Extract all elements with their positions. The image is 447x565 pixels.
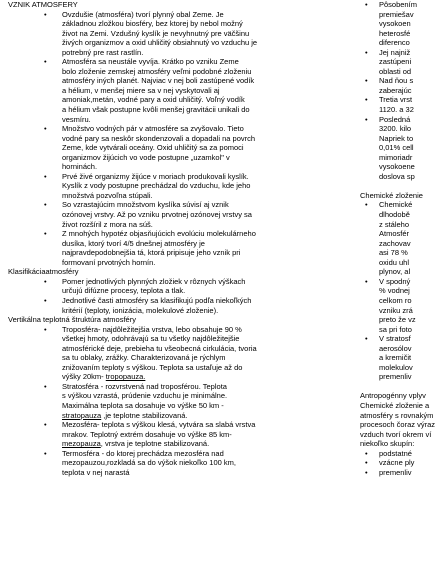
text-line: plynov, al <box>379 267 411 277</box>
bullet-icon: • <box>365 276 368 286</box>
text-line: mezopauzou,rozkladá sa do výšok niekoľko 100 km, <box>62 458 236 468</box>
text-line: preto že vz <box>379 315 416 325</box>
section-heading: Vertikálna teplotná štruktúra atmosféry <box>8 315 136 325</box>
list-item <box>8 296 303 315</box>
text-line: bolo zloženie zemskej atmosféry veľmi podobné zloženiu <box>62 66 252 76</box>
text-line: vesmíru. <box>62 114 91 124</box>
text-line: V stratosf <box>379 334 411 344</box>
text-line: % vodnej <box>379 286 410 296</box>
text-line: život na Zemi. Vzdušný kyslík je nevyhnutný pre väčšinu <box>62 28 250 38</box>
bullet-icon: • <box>44 420 47 430</box>
list-item <box>8 200 303 229</box>
bullet-icon: • <box>365 47 368 57</box>
text-line: Troposféra- najdôležitejšia vrstva, lebo obsahuje 90 % <box>62 324 242 334</box>
list-item <box>8 172 303 201</box>
text-line: vysokoene <box>379 162 415 172</box>
text-line: 1120. a 32 <box>379 105 414 115</box>
text-line: dlhodobě <box>379 210 410 220</box>
text-line: z stáleho <box>379 219 410 229</box>
text-line: vzduch tvorí okrem ví <box>360 429 432 439</box>
text-line: Atmosféra sa neustále vyvíja. Krátko po vzniku Zeme <box>62 57 239 67</box>
list-item <box>8 229 303 267</box>
bullet-icon: • <box>44 324 47 334</box>
text-line: atmosféry iných planét. Najviac v nej boli zastúpené vodík <box>62 76 255 86</box>
section-heading: Antropogénny vplyv <box>360 391 426 401</box>
list-item <box>362 0 447 48</box>
text-line: Stratosféra - rozvrstvená nad troposférou. Teplota <box>62 381 227 391</box>
list-item <box>362 277 447 334</box>
text-fragment: ,je teplotne stabilizovaná. <box>101 410 188 420</box>
underlined-term: stratopauza <box>62 410 102 420</box>
text-line: potrebný pre rast rastlín. <box>62 47 144 57</box>
text-line: procesoch čoraz výraz <box>360 420 436 430</box>
text-line: vodné pary sa neskôr skondenzovali a dopadali na povrch <box>62 133 256 143</box>
text-line: atmosféry s rovnakým <box>360 410 434 420</box>
text-line <box>62 372 303 382</box>
list-item <box>362 334 447 382</box>
text-line: 3200. kilo <box>379 124 412 134</box>
text-line: teplota v nej narastá <box>62 467 130 477</box>
spacer <box>362 181 447 191</box>
bullet-icon: • <box>365 448 368 458</box>
bullet-icon: • <box>365 95 368 105</box>
list-item <box>8 382 303 420</box>
list-item <box>8 325 303 382</box>
text-line: Množstvo vodných pár v atmosfére sa zvyšovalo. Tieto <box>62 124 244 134</box>
list-item <box>8 277 303 296</box>
text-line: a kremičit <box>379 353 412 363</box>
section-heading-wrap <box>360 391 447 401</box>
list-item <box>8 10 303 58</box>
bullet-icon: • <box>44 57 47 67</box>
bullet-icon: • <box>365 458 368 468</box>
text-line: život rozšíril z mora na súš. <box>62 219 153 229</box>
text-line: Jej najniž <box>379 47 411 57</box>
text-line: celkom ro <box>379 295 412 305</box>
text-line: oxidu uhl <box>379 257 410 267</box>
text-line: Prvé živé organizmy žijúce v moriach produkovali kyslík. <box>62 171 249 181</box>
text-line: Jednotlivé časti atmosféry sa klasifikujú podľa niekoľkých <box>62 295 252 305</box>
text-line: premiešav <box>379 9 414 19</box>
text-line: heterosfé <box>379 28 411 38</box>
text-line: a hélium však postupne kvôli menšej gravitácii unikali do <box>62 105 250 115</box>
text-line: vysokoen <box>379 19 411 29</box>
text-line: premenliv <box>379 467 412 477</box>
list-item <box>362 48 447 77</box>
bullet-icon: • <box>365 467 368 477</box>
underlined-term: tropopauza. <box>105 372 146 382</box>
text-line: V spodný <box>379 276 411 286</box>
text-line: Pôsobením <box>379 0 417 9</box>
text-line: množstvá pozvoľna stúpali. <box>62 190 153 200</box>
text-line: oblasti od <box>379 66 412 76</box>
text-line: mimoriadr <box>379 152 413 162</box>
text-line: asi 78 % <box>379 248 408 258</box>
list-item <box>362 95 447 114</box>
text-line: horninách. <box>62 162 98 172</box>
text-line <box>62 439 303 449</box>
bullet-icon: • <box>44 171 47 181</box>
section-heading: VZNIK ATMOSFERY <box>8 0 78 9</box>
text-line <box>62 411 303 421</box>
text-line: zaberajúc <box>379 85 412 95</box>
text-line: všetkej hmoty, odohrávajú sa tu všetky najdôležitejšie <box>62 334 240 344</box>
bullet-icon: • <box>365 114 368 124</box>
text-line: a hélium, v menšej miere sa v nej vyskytovali aj <box>62 85 220 95</box>
list-item <box>362 449 447 459</box>
text-line: podstatné <box>379 448 412 458</box>
section-heading-wrap <box>360 191 447 201</box>
preface <box>360 401 447 449</box>
text-line: organizmov žijúcich vo vode postupne „uzamkol" v <box>62 152 230 162</box>
text-line: Chemické zloženie a <box>360 400 430 410</box>
text-line: Zeme, kde vytvárali oceány. Oxid uhličitý sa za pomoci <box>62 143 244 153</box>
text-line: najpravdepodobnejšia tá, ktorá pripisuje jeho vznik pri <box>62 248 241 258</box>
text-line: niekoľko skupín: <box>360 439 415 449</box>
text-line: atmosférické deje, prebieha tu všeobecná cirkulácia, tvoria <box>62 343 257 353</box>
text-line: zachovav <box>379 238 411 248</box>
list-item <box>362 76 447 95</box>
right-column <box>362 0 447 477</box>
text-line: diferenco <box>379 38 410 48</box>
text-line: aerosólov <box>379 343 412 353</box>
bullet-icon: • <box>44 229 47 239</box>
bullet-icon: • <box>44 448 47 458</box>
text-line: Chemické <box>379 200 413 210</box>
text-line: So vzrastajúcim množstvom kyslíka súvisí aj vznik <box>62 200 229 210</box>
text-line: Ovzdušie (atmosféra) tvorí plynný obal Zeme. Je <box>62 9 224 19</box>
text-line: Termosféra - do ktorej prechádza mezosféra nad <box>62 448 224 458</box>
text-fragment: , vrstva je teplotne stabilizovaná. <box>100 439 210 449</box>
text-line: 0,01% cell <box>379 143 414 153</box>
spacer <box>362 382 447 392</box>
bullet-icon: • <box>365 76 368 86</box>
text-line: kritérií (teploty, ionizácia, molekulové zloženie). <box>62 305 219 315</box>
text-line: Mezosféra- teplota s výškou klesá, vytvára sa slabá vrstva <box>62 420 256 430</box>
list-item <box>8 124 303 172</box>
bullet-icon: • <box>365 334 368 344</box>
text-line: Posledná <box>379 114 411 124</box>
text-line: Pomer jednotlivých plynných zložiek v rôznych výškach <box>62 276 246 286</box>
section-heading: Chemické zloženie <box>360 190 423 200</box>
text-line: základnou zložkou biosféry, bez ktorej by nebol možný <box>62 19 243 29</box>
list-item <box>362 468 447 478</box>
text-line: dusíka, ktorý tvorí 4/5 dnešnej atmosféry je <box>62 238 205 248</box>
text-line: vzácne ply <box>379 458 415 468</box>
bullet-icon: • <box>44 9 47 19</box>
bullet-icon: • <box>44 124 47 134</box>
text-line: amoniak,metán, vodné pary a oxid uhličitý. Voľný vodík <box>62 95 245 105</box>
bullet-icon: • <box>44 276 47 286</box>
section-heading: Klasifikáciaatmosféry <box>8 267 79 277</box>
text-line: zastúpeni <box>379 57 412 67</box>
bullet-icon: • <box>44 200 47 210</box>
text-line: sa tu oblaky, zrážky. Charakterizovaná je rýchlym <box>62 353 226 363</box>
text-line: sa pri foto <box>379 324 412 334</box>
text-line: Napriek to <box>379 133 414 143</box>
text-line: vzniku zrá <box>379 305 413 315</box>
list-item <box>362 458 447 468</box>
text-fragment: výšky 20km- <box>62 372 106 382</box>
list-item <box>362 200 447 276</box>
text-line: s výškou vzrastá, prúdenie vzduchu je minimálne. <box>62 391 228 401</box>
bullet-icon: • <box>44 381 47 391</box>
bullet-icon: • <box>365 0 368 9</box>
text-line: Nad ňou s <box>379 76 414 86</box>
text-line: živých organizmov a oxid uhličitý obsiahnutý vo vzduchu je <box>62 38 258 48</box>
bullet-icon: • <box>44 295 47 305</box>
text-line: molekulov <box>379 362 413 372</box>
underlined-term: mezopauza <box>62 439 101 449</box>
list-item <box>8 420 303 449</box>
text-line: Tretia vrst <box>379 95 413 105</box>
text-line: mrakov. Teplotný extrém dosahuje vo výške 85 km- <box>62 429 232 439</box>
text-line: formovaní prvotných hornín. <box>62 257 156 267</box>
text-line: Z mnohých hypotéz objasňujúcich evolúciu molekulárneho <box>62 229 256 239</box>
text-line: Kyslík z vody postupne prechádzal do vzduchu, kde jeho <box>62 181 251 191</box>
text-line: doslova sp <box>379 171 415 181</box>
text-line: určujú difúzne procesy, teplota a tlak. <box>62 286 186 296</box>
list-item <box>362 115 447 182</box>
text-line: premenliv <box>379 372 412 382</box>
bullet-icon: • <box>365 200 368 210</box>
text-line: Maximálna teplota sa dosahuje vo výške 50 km - <box>62 400 224 410</box>
text-line: Atmosfér <box>379 229 410 239</box>
left-column <box>8 0 303 477</box>
list-item <box>8 449 303 478</box>
text-line: ozónovej vrstvy. Až po vzniku prvotnej ozónovej vrstvy sa <box>62 210 252 220</box>
text-line: znižovaním teploty s výškou. Teplota sa ustaľuje až do <box>62 362 243 372</box>
list-item <box>8 57 303 124</box>
